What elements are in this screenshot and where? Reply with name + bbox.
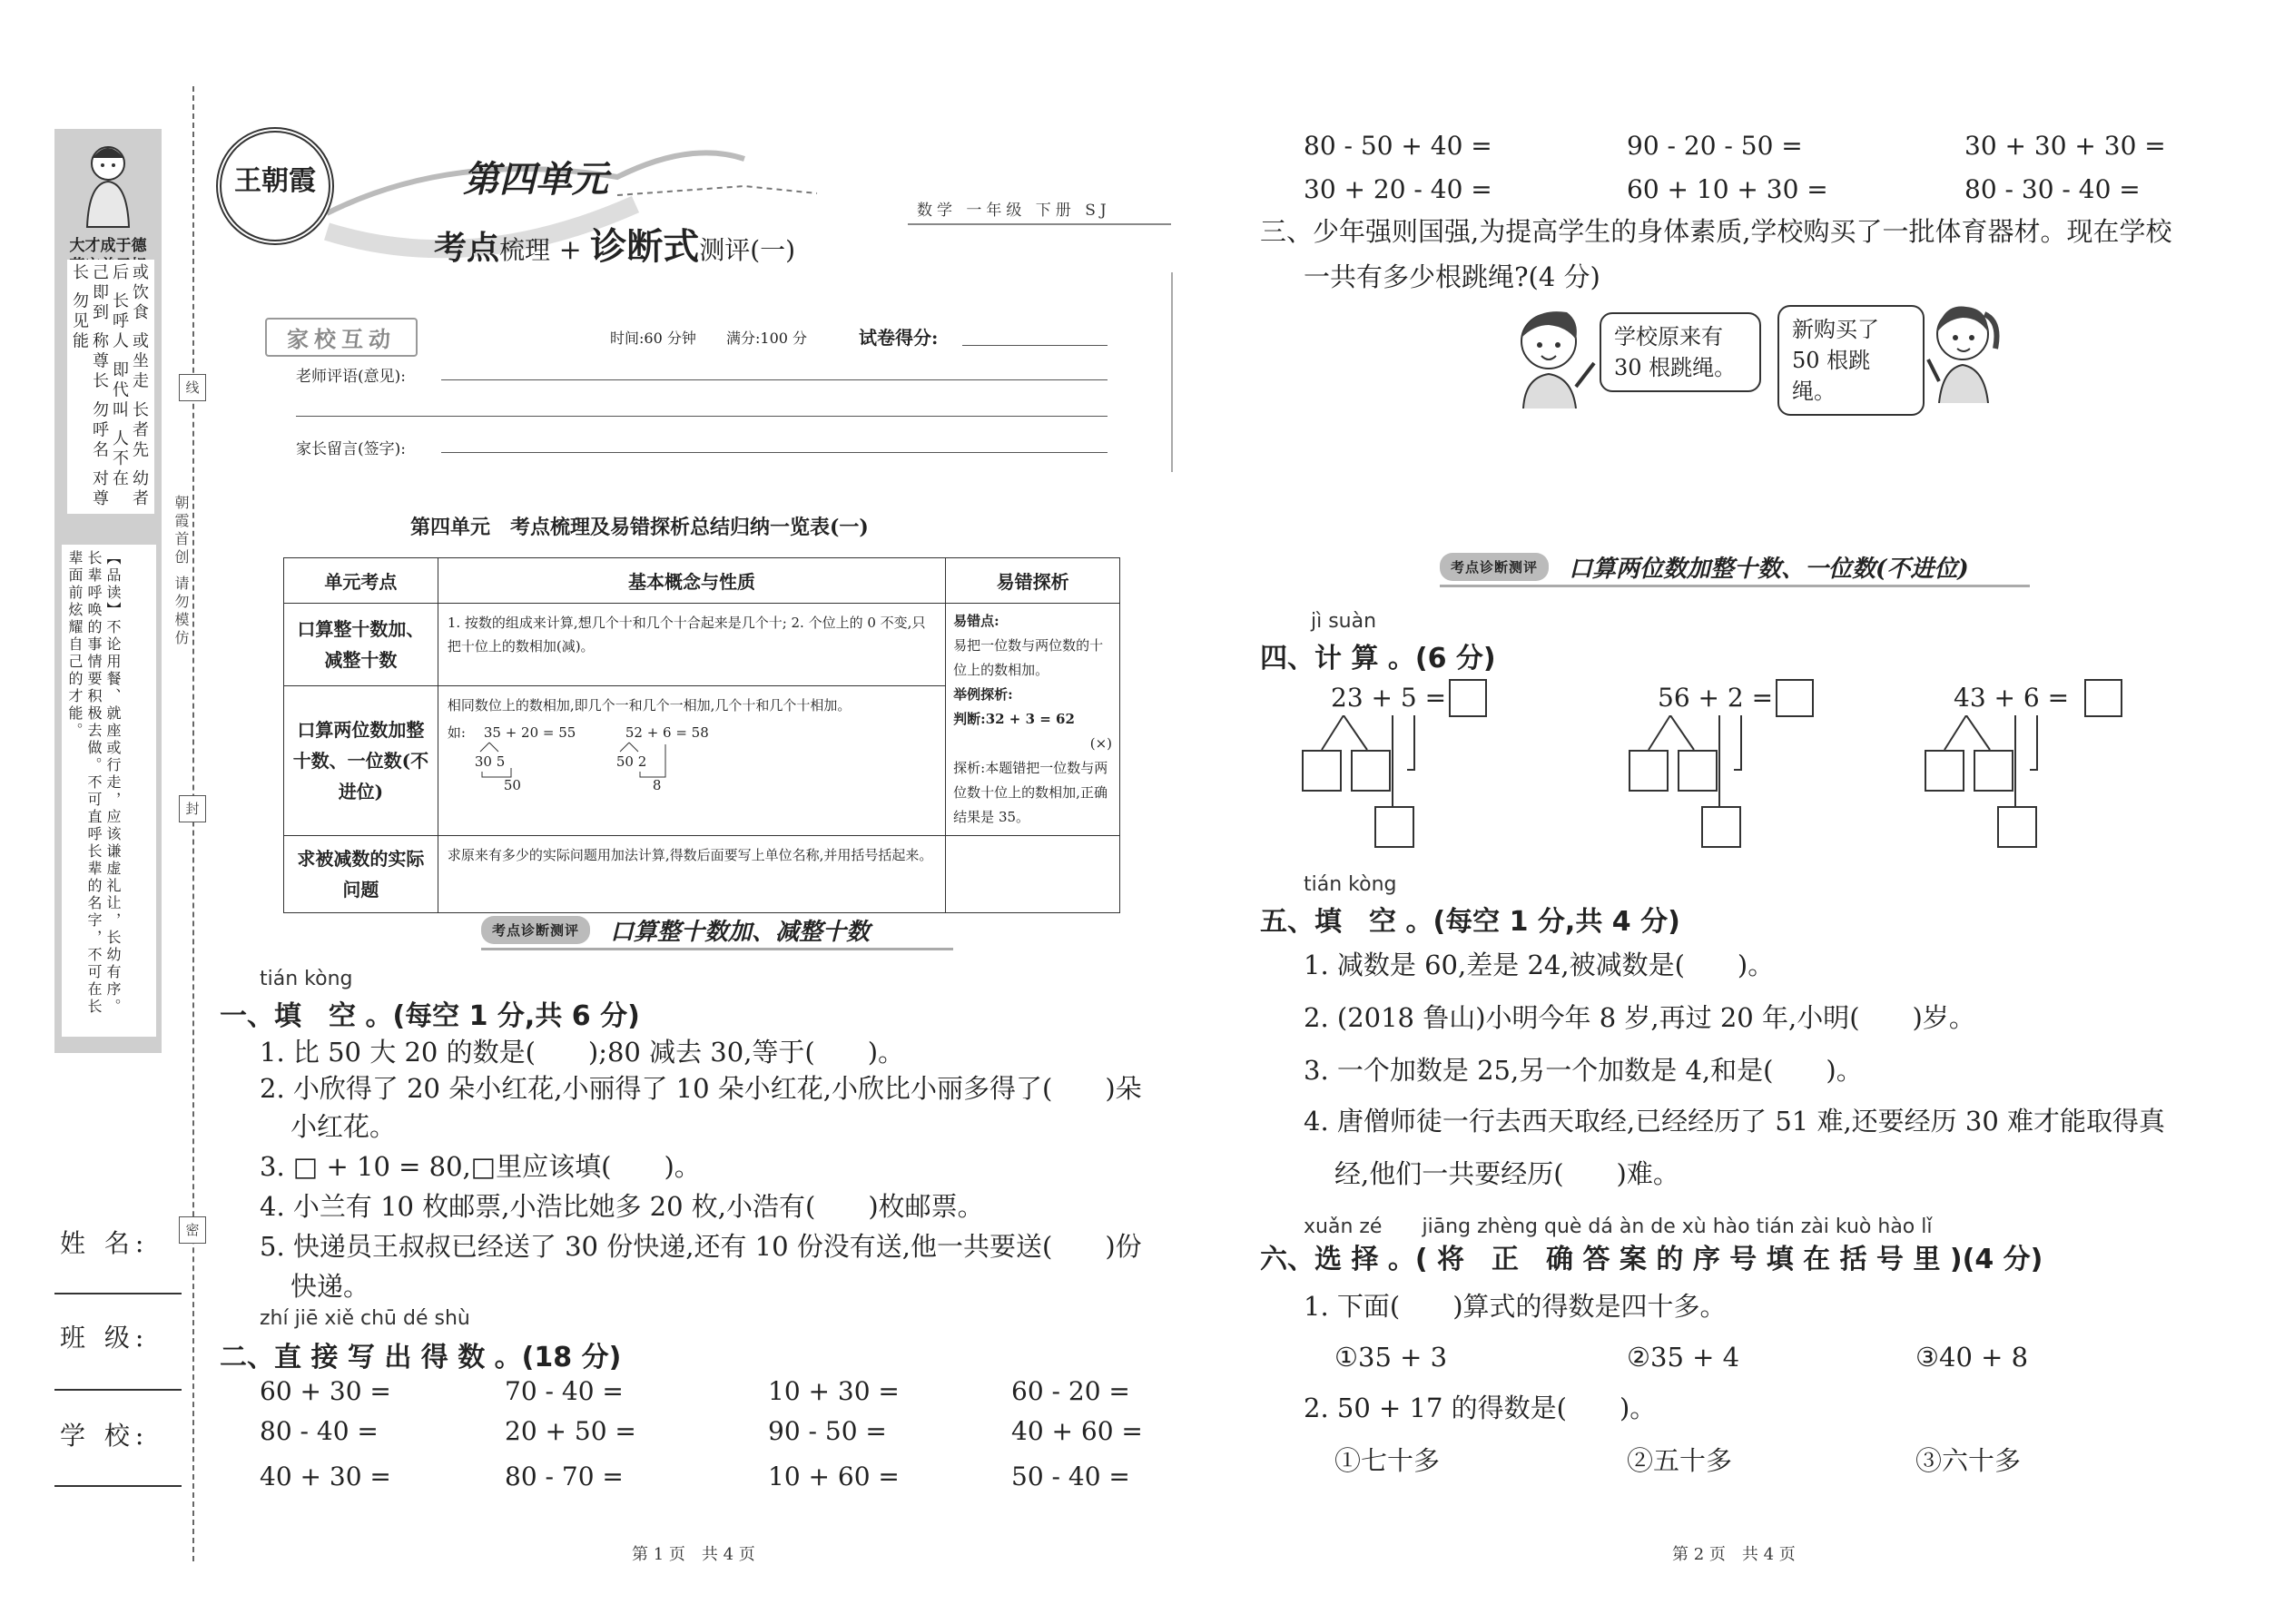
example-label: 举例探析: — [953, 686, 1013, 703]
table-row — [284, 604, 1120, 686]
q6-option[interactable]: ②35 + 4 — [1627, 1342, 1740, 1373]
q2-equation: 50 - 40 = — [1011, 1462, 1130, 1491]
q6-option[interactable]: ③六十多 — [1915, 1445, 2022, 1476]
header-border-line — [1171, 272, 1173, 472]
header-concept: 基本概念与性质 — [438, 558, 945, 604]
summary-table — [283, 557, 1120, 913]
split-problem — [1298, 679, 1498, 851]
q5-item-continued: 经,他们一共要经历( )难。 — [1334, 1158, 1679, 1189]
concept-cell: 1. 按数的组成来计算,想几个十和几个十合起来是几个十; 2. 个位上的 0 不变,只把十位上的数相加(减)。 — [438, 604, 945, 686]
header-errors: 易错探析 — [946, 558, 1120, 604]
q6-question: 2. 50 + 17 的得数是( )。 — [1304, 1393, 1657, 1423]
q1-heading: 一、填 空 。(每空 1 分,共 6 分) — [220, 1000, 640, 1032]
q2-cont-equation: 30 + 30 + 30 = — [1964, 131, 2166, 161]
teacher-comment-label: 老师评语(意见): — [296, 368, 406, 386]
q3-line-1: 三、少年强则国强,为提高学生的身体素质,学校购买了一批体育器材。现在学校 — [1260, 216, 2172, 247]
split-box-sum[interactable] — [1374, 806, 1414, 848]
q2-equation: 20 + 50 = — [505, 1416, 636, 1446]
q2-equation: 40 + 60 = — [1011, 1416, 1143, 1446]
rule-verse-panel — [67, 260, 154, 514]
example-2-split: 50 2 — [615, 753, 647, 770]
teacher-comment-line-2[interactable] — [296, 416, 1108, 417]
rule-reading-text: 【品读】不论用餐、就座或行走，应该谦虚礼让，长幼有序。长辈呼唤的事情要积极去做。不可直呼长辈的名字，不可在长辈面前炫耀自己的才能。 — [66, 550, 122, 1016]
banner-2-title: 口算两位数加整十数、一位数(不进位) — [1569, 555, 1969, 583]
q2-cont-equation: 60 + 10 + 30 = — [1627, 174, 1828, 204]
banner-1-title: 口算整十数加、减整十数 — [610, 918, 871, 946]
q2-equation: 10 + 60 = — [768, 1462, 900, 1491]
page-1-footer: 第 1 页 共 4 页 — [632, 1545, 755, 1564]
logo-text: 王朝霞 — [234, 165, 316, 197]
unit-title: 第四单元 — [463, 158, 608, 201]
section-banner-2 — [1440, 548, 1969, 585]
problem-expression: 23 + 5 = — [1331, 683, 1447, 713]
brand-logo — [216, 127, 334, 245]
summary-table-header-row — [284, 558, 1120, 604]
split-box-sum[interactable] — [1997, 806, 2037, 848]
concept-cell: 求原来有多少的实际问题用加法计算,得数后面要写上单位名称,并用括号括起来。 — [438, 836, 945, 913]
binding-cut-line — [192, 86, 194, 1561]
split-problem — [1625, 679, 1825, 851]
q6-pinyin: xuǎn zé jiāng zhèng què dá àn de xù hào tián zài kuò hào lǐ — [1304, 1216, 1933, 1238]
topic-cell: 口算整十数加、减整十数 — [284, 604, 438, 686]
example-prefix: 如: — [447, 723, 466, 741]
q1-item-continued: 小红花。 — [290, 1111, 397, 1142]
q4-pinyin: jì suàn — [1311, 610, 1377, 633]
score-label: 试卷得分: — [859, 327, 939, 349]
q6-option[interactable]: ①七十多 — [1334, 1445, 1441, 1476]
error-point-text: 易把一位数与两位数的十位上的数相加。 — [953, 637, 1104, 678]
topic-cell: 求被减数的实际问题 — [284, 836, 438, 913]
example-1-split: 30 5 — [474, 753, 506, 770]
summary-table-title: 第四单元 考点梳理及易错探析总结归纳一览表(一) — [410, 516, 869, 539]
speech-bubble-girl: 新购买了 50 根跳绳。 — [1777, 305, 1925, 416]
split-box-tens[interactable] — [1302, 750, 1342, 792]
answer-box[interactable] — [1449, 679, 1487, 717]
banner-1-tab: 考点诊断测评 — [481, 916, 590, 944]
q2-heading: 二、直 接 写 出 得 数 。(18 分) — [220, 1342, 622, 1373]
example-analysis: 探析:本题错把一位数与两位数十位上的数相加,正确结果是 35。 — [953, 760, 1108, 825]
q2-cont-equation: 90 - 20 - 50 = — [1627, 131, 1803, 161]
banner-2-tab: 考点诊断测评 — [1440, 553, 1549, 581]
page-2-footer: 第 2 页 共 4 页 — [1672, 1545, 1796, 1564]
q2-cont-equation: 80 - 30 - 40 = — [1964, 174, 2141, 204]
split-box-ones[interactable] — [1678, 750, 1718, 792]
q2-equation: 90 - 50 = — [768, 1416, 887, 1446]
home-school-label: 家校互动 — [265, 318, 418, 357]
error-analysis-cell — [946, 604, 1120, 836]
example-1: 35 + 20 = 55 — [483, 723, 576, 741]
q5-heading: 五、填 空 。(每空 1 分,共 4 分) — [1260, 906, 1680, 938]
split-box-sum[interactable] — [1701, 806, 1741, 848]
q1-item: 4. 小兰有 10 枚邮票,小浩比她多 20 枚,小浩有( )枚邮票。 — [260, 1191, 984, 1222]
q6-heading: 六、选 择 。( 将 正 确 答 案 的 序 号 填 在 括 号 里 )(4 分) — [1260, 1244, 2043, 1275]
concept-cell — [438, 685, 945, 835]
example-1-sum: 50 — [503, 776, 521, 793]
name-line[interactable] — [54, 1293, 182, 1294]
speech-bubble-boy: 学校原来有 30 根跳绳。 — [1600, 312, 1761, 392]
full-score: 满分:100 分 — [726, 330, 808, 347]
q5-item: 3. 一个加数是 25,另一个加数是 4,和是( )。 — [1304, 1055, 1863, 1086]
teacher-comment-line-1[interactable] — [441, 379, 1108, 380]
example-2-sum: 8 — [652, 776, 662, 793]
cut-mark-seal: 封 — [179, 795, 206, 822]
cut-mark-secret: 密 — [179, 1216, 206, 1244]
q1-pinyin: tián kòng — [260, 968, 353, 990]
class-label: 班 级: — [60, 1323, 150, 1353]
split-box-tens[interactable] — [1629, 750, 1669, 792]
banner-1-underline — [481, 948, 953, 950]
split-box-ones[interactable] — [1351, 750, 1391, 792]
split-box-ones[interactable] — [1974, 750, 2013, 792]
q6-option[interactable]: ①35 + 3 — [1334, 1342, 1448, 1373]
section-banner-1 — [481, 911, 870, 948]
page-subtitle — [434, 218, 795, 270]
q2-equation: 60 - 20 = — [1011, 1376, 1130, 1406]
header-topic: 单元考点 — [284, 558, 438, 604]
girl-figure-icon — [1925, 294, 2006, 403]
subtitle-part-c: + — [550, 234, 591, 266]
q4-heading: 四、计 算 。(6 分) — [1260, 643, 1496, 674]
subject-grade-tags: 数学 一年级 下册 SJ — [917, 202, 1111, 220]
q1-item: 1. 比 50 大 20 的数是( );80 减去 30,等于( )。 — [260, 1037, 905, 1068]
q2-equation: 10 + 30 = — [768, 1376, 900, 1406]
rule-verse-text: 或饮食 或坐走 长者先 幼者后 长呼人 即代叫 人不在 己即到 称尊长 勿呼名 对尊长 勿见能 — [70, 263, 149, 510]
split-box-tens[interactable] — [1925, 750, 1964, 792]
example-2: 52 + 6 = 58 — [625, 723, 709, 741]
q1-item: 2. 小欣得了 20 朵小红花,小丽得了 10 朵小红花,小欣比小丽多得了( )朵 — [260, 1073, 1142, 1104]
q6-option[interactable]: ②五十多 — [1627, 1445, 1733, 1476]
time-limit: 时间:60 分钟 — [610, 330, 696, 347]
q2-pinyin: zhí jiē xiě chū dé shù — [260, 1307, 470, 1330]
q1-item: 3. □ + 10 = 80,□里应该填( )。 — [260, 1151, 701, 1182]
rule-reading-panel — [62, 545, 156, 1037]
table-row — [284, 836, 1120, 913]
child-figure-icon — [82, 138, 134, 229]
q2-equation: 60 + 30 = — [260, 1376, 391, 1406]
concept-text: 相同数位上的数相加,即几个一和几个一相加,几个十和几个十相加。 — [447, 696, 852, 714]
topic-cell: 口算两位数加整十数、一位数(不进位) — [284, 685, 438, 835]
problem-expression: 56 + 2 = — [1658, 683, 1774, 713]
banner-2-underline — [1440, 585, 2030, 587]
q2-equation: 80 - 70 = — [505, 1462, 624, 1491]
problem-expression: 43 + 6 = — [1954, 683, 2070, 713]
q5-item: 2. (2018 鲁山)小明今年 8 岁,再过 20 年,小明( )岁。 — [1304, 1002, 1975, 1033]
boy-figure-icon — [1503, 300, 1603, 408]
q3-line-2: 一共有多少根跳绳?(4 分) — [1304, 261, 1600, 292]
split-examples — [447, 717, 936, 793]
q2-cont-equation: 80 - 50 + 40 = — [1304, 131, 1492, 161]
q5-pinyin: tián kòng — [1304, 873, 1397, 896]
example-judgement: 判断:32 + 3 = 62 — [953, 711, 1075, 727]
school-label: 学 校: — [60, 1421, 150, 1451]
error-point-label: 易错点: — [953, 613, 999, 629]
example-mark: (×) — [1089, 735, 1112, 752]
subtitle-part-b: 梳理 — [499, 235, 551, 265]
answer-box[interactable] — [1776, 679, 1814, 717]
split-diagram-lines — [475, 741, 711, 781]
copyright-note: 朝霞首创 请勿模仿 — [172, 495, 190, 649]
q2-equation: 40 + 30 = — [260, 1462, 391, 1491]
q2-cont-equation: 30 + 20 - 40 = — [1304, 174, 1492, 204]
child-illustration — [82, 138, 134, 229]
class-line[interactable] — [54, 1389, 182, 1391]
q2-equation: 70 - 40 = — [505, 1376, 624, 1406]
q5-item: 1. 减数是 60,差是 24,被减数是( )。 — [1304, 950, 1775, 980]
q5-item: 4. 唐僧师徒一行去西天取经,已经经历了 51 难,还要经历 30 难才能取得真 — [1304, 1106, 2166, 1137]
q6-question: 1. 下面( )算式的得数是四十多。 — [1304, 1291, 1727, 1322]
tags-underline — [908, 223, 1171, 225]
q1-item: 5. 快递员王叔叔已经送了 30 份快递,还有 10 份没有送,他一共要送( )份 — [260, 1231, 1142, 1262]
subtitle-part-a: 考点 — [434, 229, 500, 267]
cut-mark-line: 线 — [179, 374, 206, 401]
subtitle-part-e: 测评(一) — [699, 235, 796, 265]
school-line[interactable] — [54, 1485, 182, 1487]
score-field[interactable] — [962, 345, 1108, 346]
name-label: 姓 名: — [60, 1228, 150, 1258]
answer-box[interactable] — [2084, 679, 2122, 717]
q6-option[interactable]: ③40 + 8 — [1915, 1342, 2029, 1373]
parent-note-line[interactable] — [441, 452, 1108, 453]
q2-equation: 80 - 40 = — [260, 1416, 379, 1446]
parent-note-label: 家长留言(签字): — [296, 440, 406, 458]
q1-item-continued: 快递。 — [290, 1271, 370, 1302]
split-problem — [1921, 679, 2139, 851]
error-empty-cell — [946, 836, 1120, 913]
motto-line-1: 大才成于德 — [69, 237, 147, 255]
subtitle-part-d: 诊断式 — [590, 225, 700, 268]
